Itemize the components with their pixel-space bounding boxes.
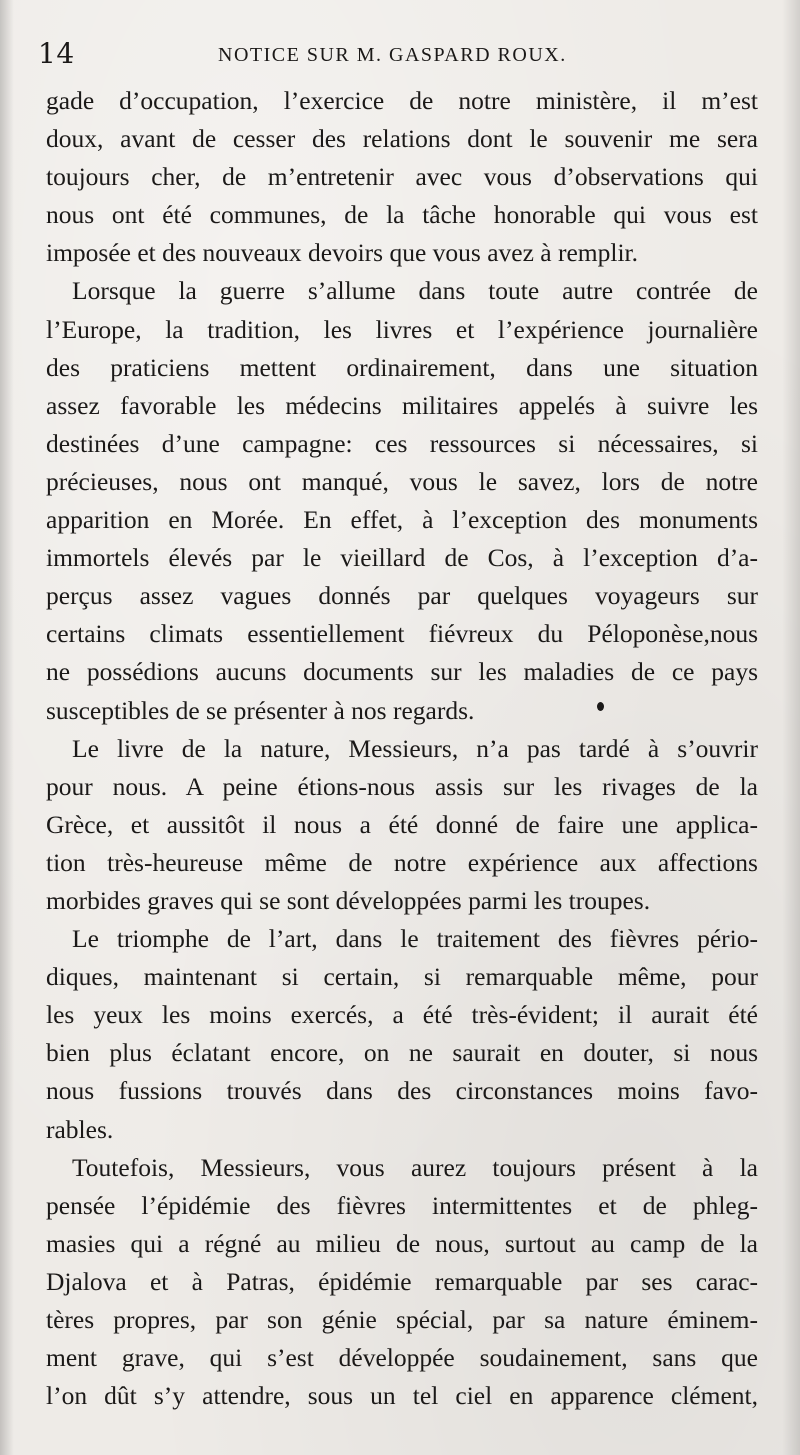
page-left-shadow [0,0,14,1455]
text-line: perçus assez vagues donnés par quelques voyageurs sur [46,581,758,611]
text-line: gade d’occupation, l’exercice de notre ministère, il m’est [46,86,758,115]
text-line: tères propres, par son génie spécial, par sa nature éminem- [46,1305,758,1334]
text-line: toujours cher, de m’entretenir avec vous d’observations qui [46,162,758,192]
text-line: tion très-heureuse même de notre expérience aux affections [46,847,758,877]
paragraph [46,272,758,729]
text-line: rables. [46,1114,114,1144]
text-line: doux, avant de cesser des relations dont le souvenir me sera [46,124,758,154]
text-line: Lorsque la guerre s’allume dans toute autre contrée de [72,276,758,306]
text-line: Djalova et à Patras, épidémie remarquable par ses carac- [46,1266,758,1296]
paragraph [46,82,758,272]
text-line: Toutefois, Messieurs, vous aurez toujours présent à la [72,1152,758,1182]
text-line: apparition en Morée. En effet, à l’exception des monuments [46,505,758,535]
text-line: morbides graves qui se sont développées parmi les troupes. [46,885,651,915]
text-line: ne possédions aucuns documents sur les maladies de ce pays [46,657,758,687]
text-line: destinées d’une campagne: ces ressources si nécessaires, si [46,428,758,458]
body-text [46,82,758,1415]
text-line: les yeux les moins exercés, a été très-évident; il aurait été [46,1000,758,1030]
text-line: ment grave, qui s’est développée soudainement, sans que [46,1343,758,1373]
paragraph [46,730,758,920]
running-head: NOTICE SUR M. GASPARD ROUX. [218,44,567,66]
paragraph [46,1149,758,1416]
text-line: nous ont été communes, de la tâche honorable qui vous est [46,200,758,230]
text-line: Grèce, et aussitôt il nous a été donné de faire une applica- [46,809,758,839]
paragraph [46,920,758,1149]
page-header [38,34,760,74]
ink-speck [597,702,604,711]
text-line: susceptibles de se présenter à nos regards. [46,695,475,725]
text-line: masies qui a régné au milieu de nous, surtout au camp de la [46,1228,758,1258]
text-line: bien plus éclatant encore, on ne saurait en douter, si nous [46,1038,758,1068]
text-line: Le livre de la nature, Messieurs, n’a pas tardé à s’ouvrir [72,733,758,763]
text-line: nous fussions trouvés dans des circonstances moins favo- [46,1076,758,1106]
text-line: précieuses, nous ont manqué, vous le savez, lors de notre [46,466,758,496]
text-line: certains climats essentiellement fiévreux du Péloponèse,nous [46,619,758,649]
text-line: pour nous. A peine étions-nous assis sur les rivages de la [46,771,758,801]
text-line: pensée l’épidémie des fièvres intermittentes et de phleg- [46,1190,758,1220]
text-line: l’Europe, la tradition, les livres et l’expérience journalière [46,314,758,344]
text-line: immortels élevés par le vieillard de Cos, à l’exception d’a- [46,543,758,573]
text-line: l’on dût s’y attendre, sous un tel ciel en apparence clément, [46,1381,758,1411]
page-right-shadow [782,0,800,1455]
text-line: diques, maintenant si certain, si remarquable même, pour [46,962,758,992]
page-number: 14 [38,37,75,70]
text-line: assez favorable les médecins militaires appelés à suivre les [46,390,758,420]
text-line: des praticiens mettent ordinairement, dans une situation [46,352,758,382]
text-line: Le triomphe de l’art, dans le traitement des fièvres pério- [72,924,758,954]
text-line: imposée et des nouveaux devoirs que vous avez à remplir. [46,238,638,268]
